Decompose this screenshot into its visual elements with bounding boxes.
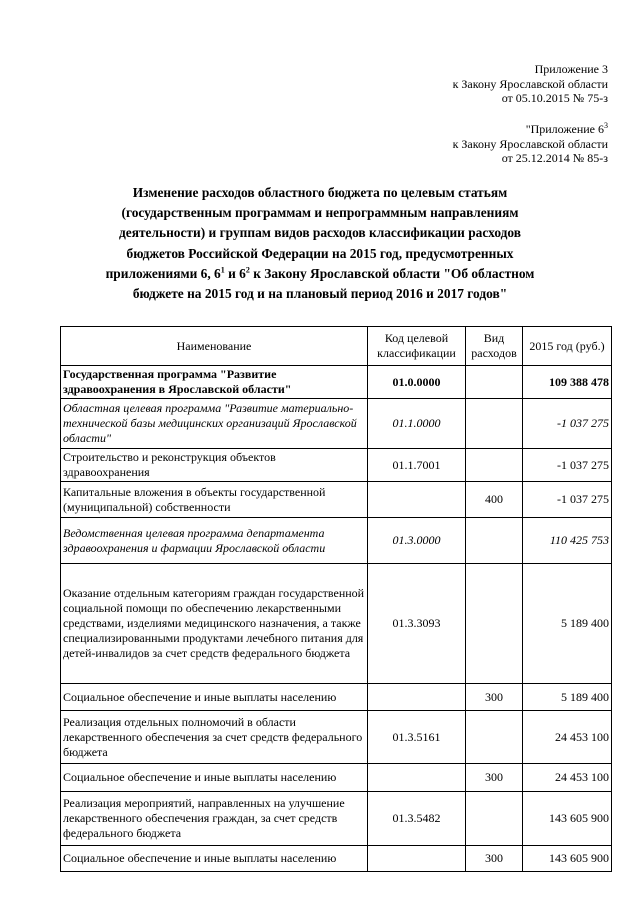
appendix-6-3-header — [453, 122, 608, 166]
row-code — [368, 684, 466, 711]
row-code — [368, 846, 466, 872]
row-amount: -1 037 275 — [523, 449, 612, 482]
appendix-6-3-line3: от 25.12.2014 № 85-з — [501, 151, 608, 165]
title-line-1: Изменение расходов областного бюджета по целевым статьям — [132, 185, 508, 200]
row-name: Социальное обеспечение и иные выплаты населению — [61, 764, 368, 792]
table-row — [61, 684, 612, 711]
title-sup-2: 2 — [245, 265, 250, 275]
row-amount: -1 037 275 — [523, 482, 612, 518]
row-name: Строительство и реконструкция объектов здравоохранения — [61, 449, 368, 482]
row-name: Капитальные вложения в объекты государственной (муниципальной) собственности — [61, 482, 368, 518]
row-amount: 110 425 753 — [523, 518, 612, 564]
row-code: 01.1.0000 — [368, 399, 466, 449]
appendix-3-header — [453, 62, 608, 106]
row-vid: 400 — [466, 482, 523, 518]
title-line-5-a: приложениями 6, 6 — [105, 265, 221, 281]
row-vid — [466, 449, 523, 482]
row-name: Социальное обеспечение и иные выплаты населению — [61, 684, 368, 711]
appendix-6-3-line1 — [453, 122, 608, 137]
row-code: 01.3.3093 — [368, 564, 466, 684]
table-row — [61, 482, 612, 518]
row-code: 01.3.5161 — [368, 711, 466, 764]
title-line-3: деятельности) и группам видов расходов классификации расходов — [119, 225, 521, 241]
appendix-3-line2: к Закону Ярославской области — [452, 76, 608, 91]
appendix-6-3-line1-text: "Приложение 6 — [525, 122, 604, 136]
row-vid — [466, 564, 523, 684]
table-row — [61, 449, 612, 482]
row-vid: 300 — [466, 764, 523, 792]
title-line-5-b: и 6 — [224, 265, 246, 281]
header-amount: 2015 год (руб.) — [523, 327, 612, 366]
row-amount: -1 037 275 — [523, 399, 612, 449]
row-code: 01.3.0000 — [368, 518, 466, 564]
table-row — [61, 792, 612, 846]
row-amount: 24 453 100 — [523, 764, 612, 792]
row-vid — [466, 792, 523, 846]
row-amount: 5 189 400 — [523, 564, 612, 684]
row-code: 01.0.0000 — [368, 366, 466, 399]
table-row — [61, 711, 612, 764]
header-name: Наименование — [61, 327, 368, 366]
row-name: Государственная программа "Развитие здравоохранения в Ярославской области" — [61, 366, 368, 399]
table-row — [61, 846, 612, 872]
table-row — [61, 518, 612, 564]
row-vid — [466, 711, 523, 764]
appendix-3-line3: от 05.10.2015 № 75-з — [501, 91, 608, 105]
row-code — [368, 482, 466, 518]
row-amount: 24 453 100 — [523, 711, 612, 764]
row-vid: 300 — [466, 684, 523, 711]
appendix-6-3-superscript: 3 — [604, 121, 608, 130]
row-amount: 109 388 478 — [523, 366, 612, 399]
title-line-5 — [70, 264, 570, 284]
row-name: Социальное обеспечение и иные выплаты населению — [61, 846, 368, 872]
title-line-4: бюджетов Российской Федерации на 2015 год, предусмотренных — [126, 245, 514, 261]
row-code: 01.1.7001 — [368, 449, 466, 482]
title-sup-1: 1 — [220, 265, 225, 275]
header-code: Код целевой классификации — [368, 327, 466, 366]
document-title — [70, 183, 570, 304]
row-amount: 143 605 900 — [523, 846, 612, 872]
row-amount: 5 189 400 — [523, 684, 612, 711]
table-row — [61, 564, 612, 684]
title-line-5-c: к Закону Ярославской области "Об областном — [249, 265, 535, 281]
row-name: Ведомственная целевая программа департамента здравоохранения и фармации Ярославской области — [61, 518, 368, 564]
title-line-6: бюджете на 2015 год и на плановый период 2016 и 2017 годов" — [132, 286, 508, 302]
row-name: Реализация мероприятий, направленных на улучшение лекарственного обеспечения граждан, за счет средств федерального бюджета — [61, 792, 368, 846]
row-code — [368, 764, 466, 792]
table-row — [61, 366, 612, 399]
table-row — [61, 764, 612, 792]
row-amount: 143 605 900 — [523, 792, 612, 846]
title-line-2: (государственным программам и непрограммным направлениям — [121, 205, 519, 221]
table-row — [61, 399, 612, 449]
appendix-3-line1: Приложение 3 — [534, 62, 608, 76]
row-vid — [466, 366, 523, 399]
appendix-6-3-line2: к Закону Ярославской области — [452, 136, 608, 151]
row-name: Оказание отдельным категориям граждан государственной социальной помощи по обеспечению лекарственными средствами, изделиями медицинского назначения, а также специализированными продуктами лечебного питания для детей-инвалидов за счет средств федерального бюджета — [61, 564, 368, 684]
row-name: Областная целевая программа "Развитие материально-технической базы медицинских организаций Ярославской области" — [61, 399, 368, 449]
row-vid: 300 — [466, 846, 523, 872]
table-header-row — [61, 327, 612, 366]
header-vid: Вид расходов — [466, 327, 523, 366]
row-name: Реализация отдельных полномочий в области лекарственного обеспечения за счет средств федерального бюджета — [61, 711, 368, 764]
row-vid — [466, 399, 523, 449]
row-vid — [466, 518, 523, 564]
row-code: 01.3.5482 — [368, 792, 466, 846]
budget-table — [60, 326, 612, 872]
